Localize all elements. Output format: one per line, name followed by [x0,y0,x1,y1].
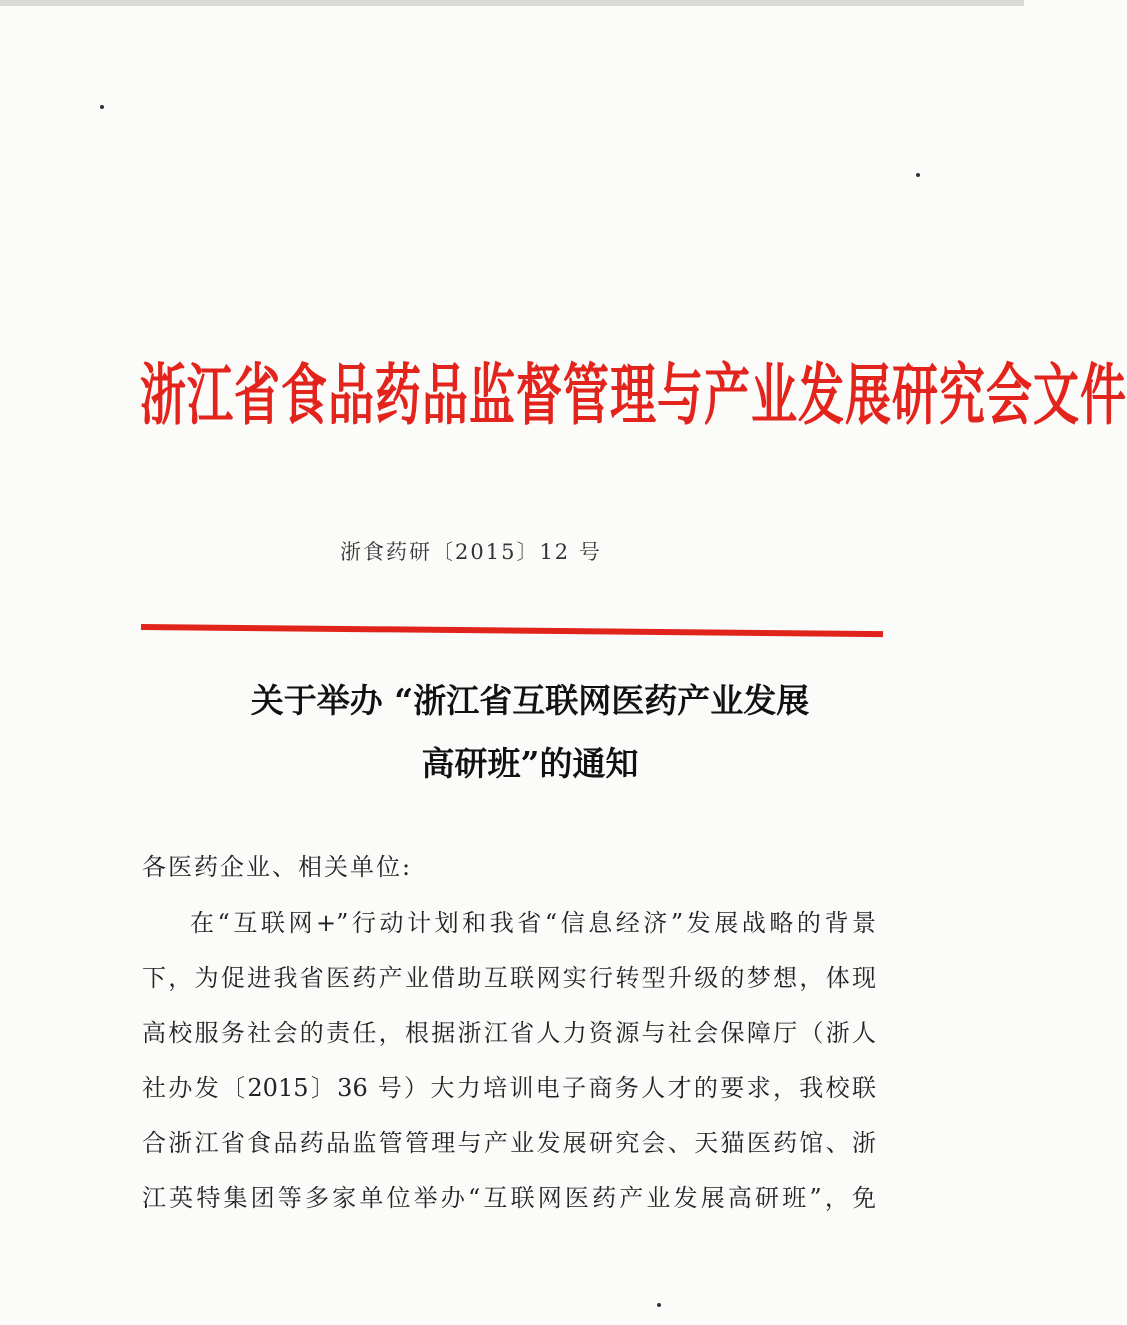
notice-title-line-2: 高研班”的通知 [421,744,639,783]
body-line-4: 社办发〔2015〕36 号）大力培训电子商务人才的要求，我校联 [142,1074,876,1102]
scan-speck [100,105,104,109]
body-line-1: 在“互联网+”行动计划和我省“信息经济”发展战略的背景 [190,909,876,937]
issuer-heading: 浙江省食品药品监督管理与产业发展研究会文件 [140,355,1127,435]
scan-top-edge [0,0,1024,6]
scan-speck [657,1303,661,1307]
body-line-3: 高校服务社会的责任，根据浙江省人力资源与社会保障厅（浙人 [142,1019,876,1047]
body-line-5: 合浙江省食品药品监管管理与产业发展研究会、天猫医药馆、浙 [142,1129,876,1157]
notice-title-line-1: 关于举办 “浙江省互联网医药产业发展 [250,681,810,720]
document-number: 浙食药研〔2015〕12 号 [340,540,602,564]
body-line-6: 江英特集团等多家单位举办“互联网医药产业发展高研班”，免 [142,1184,876,1212]
red-divider-line [141,624,883,637]
scan-speck [916,173,920,177]
salutation: 各医药企业、相关单位: [142,853,413,881]
body-line-2: 下，为促进我省医药产业借助互联网实行转型升级的梦想，体现 [142,964,876,992]
